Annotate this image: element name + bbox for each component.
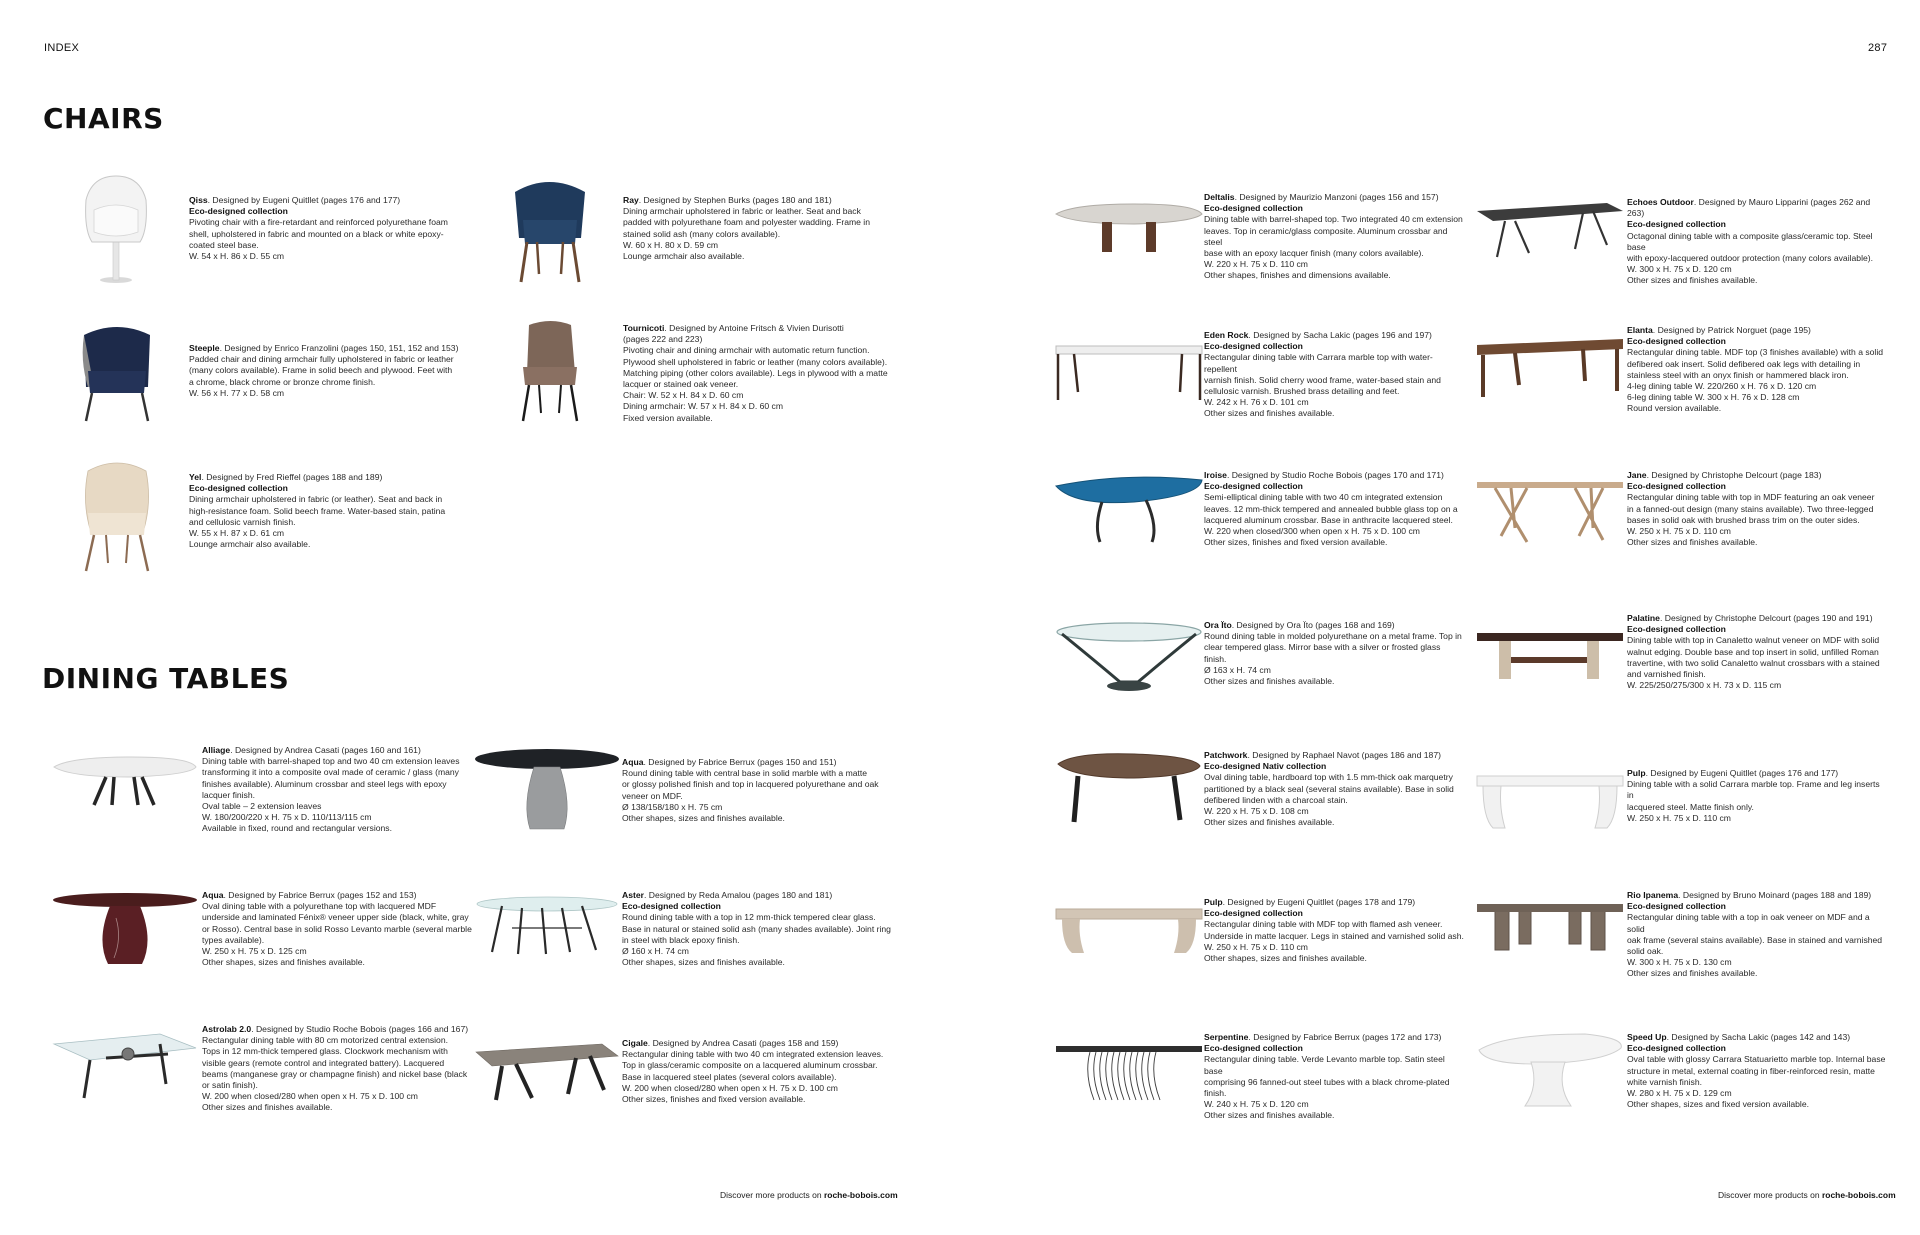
page-number: 287 — [1868, 42, 1888, 54]
desc-line: (many colors available). Frame in solid beech and plywood. Feet with — [189, 365, 453, 376]
desc-line: structure in metal, external coating in fiber-reinforced resin, matte — [1627, 1065, 1875, 1076]
desc-line: lacquered steel. Matte finish only. — [1627, 801, 1754, 812]
designer-credit: . Designed by Enrico Franzolini (pages 150, 151, 152 and 153) — [219, 343, 459, 353]
desc-line: base with an epoxy lacquer finish (many colors available). — [1204, 248, 1424, 259]
steeple-description — [189, 343, 489, 399]
product-name: Jane — [1627, 470, 1647, 480]
desc-line: padded with polyurethane foam and polyester wadding. Frame in — [623, 217, 870, 228]
eco-label: Eco-designed collection — [1627, 1043, 1726, 1054]
desc-line: Rectangular dining table with 80 cm motorized central extension. — [202, 1035, 449, 1046]
desc-line: Lounge armchair also available. — [623, 251, 745, 262]
product-entry-astrolab[interactable] — [50, 1024, 470, 1134]
deltalis-table-image — [1054, 192, 1204, 262]
desc-line: and cellulosic varnish finish. — [189, 516, 296, 527]
desc-line: Rectangular dining table. MDF top (3 finishes available) with a solid — [1627, 347, 1884, 358]
product-entry-iroise[interactable] — [1054, 470, 1474, 580]
product-entry-pulp-marble[interactable] — [1475, 768, 1895, 878]
desc-line: or satin finish). — [202, 1080, 258, 1091]
product-entry-elanta[interactable] — [1475, 325, 1895, 435]
designer-credit: . Designed by Fabrice Berrux (pages 152 and 153) — [223, 890, 417, 900]
desc-line: veneer on MDF. — [622, 790, 683, 801]
serpentine-description — [1204, 1032, 1464, 1122]
desc-line: W. 54 x H. 86 x D. 55 cm — [189, 251, 285, 262]
footer-left — [720, 1190, 898, 1200]
desc-line: W. 60 x H. 80 x D. 59 cm — [623, 239, 719, 250]
desc-line: Rectangular dining table with top in MDF featuring an oak veneer — [1627, 492, 1875, 503]
desc-line: Round dining table with central base in solid marble with a matte — [622, 768, 868, 779]
product-entry-ray[interactable] — [505, 170, 925, 280]
product-name: Aqua — [202, 890, 224, 900]
desc-line: W. 220 x H. 75 x D. 108 cm — [1204, 806, 1309, 817]
eco-label: Eco-designed collection — [189, 206, 288, 217]
aqua-oval-table-image — [50, 888, 200, 968]
desc-line: lacquer finish. — [202, 789, 256, 800]
elanta-description — [1627, 325, 1887, 415]
chairs-heading: CHAIRS — [43, 102, 164, 135]
footer-right — [1718, 1190, 1896, 1200]
footer-text: Discover more products on — [1718, 1190, 1820, 1200]
jane-description — [1627, 470, 1887, 548]
desc-line: varnish finish. Solid cherry wood frame, water-based stain and — [1204, 374, 1441, 385]
product-name: Cigale — [622, 1038, 648, 1048]
astrolab-table-image — [50, 1024, 200, 1104]
desc-line: Base in natural or stained solid ash (many shades available). Joint ring — [622, 923, 891, 934]
product-entry-rio-ipanema[interactable] — [1475, 888, 1895, 998]
desc-line: Dining table with barrel-shaped top. Two integrated 40 cm extension — [1204, 214, 1463, 225]
qiss-chair-image — [72, 170, 162, 285]
product-entry-jane[interactable] — [1475, 470, 1895, 580]
desc-line: Tops in 12 mm-thick tempered glass. Clockwork mechanism with — [202, 1046, 448, 1057]
designer-credit: . Designed by Patrick Norguet (page 195) — [1652, 325, 1811, 335]
product-name: Steeple — [189, 343, 220, 353]
aqua-round-description — [622, 757, 922, 824]
product-entry-qiss[interactable] — [72, 170, 492, 280]
eco-label: Eco-designed collection — [1627, 219, 1726, 230]
product-name: Pulp — [1627, 768, 1646, 778]
product-name: Serpentine — [1204, 1032, 1249, 1042]
desc-line: defibered oak insert. Solid defibered oak legs with detailing in — [1627, 358, 1861, 369]
desc-line: finishes available). Aluminum crossbar and steel legs with epoxy — [202, 778, 447, 789]
desc-line: Dining table with a solid Carrara marble top. Frame and leg inserts in — [1627, 779, 1880, 801]
designer-credit: . Designed by Ora Ïto (pages 168 and 169) — [1231, 620, 1395, 630]
desc-line: Dining armchair: W. 57 x H. 84 x D. 60 cm — [623, 401, 783, 412]
desc-line: Other sizes, finishes and fixed version available. — [1204, 537, 1388, 548]
desc-line: Other shapes, sizes and finishes available. — [622, 957, 785, 968]
rio-ipanema-table-image — [1475, 888, 1625, 958]
aqua-oval-description — [202, 890, 502, 968]
desc-line: Underside in matte lacquer. Legs in stained and varnished solid ash. — [1204, 930, 1464, 941]
designer-credit: . Designed by Fabrice Berrux (pages 172 and 173) — [1248, 1032, 1442, 1042]
desc-line: Oval table – 2 extension leaves — [202, 801, 322, 812]
designer-credit: . Designed by Antoine Fritsch & Vivien Durisotti — [664, 323, 844, 333]
desc-line: Rectangular dining table with Carrara marble top with water-repellent — [1204, 352, 1433, 374]
desc-line: Other sizes and finishes available. — [1627, 968, 1758, 979]
designer-credit: . Designed by Studio Roche Bobois (pages 170 and 171) — [1226, 470, 1444, 480]
desc-line: with epoxy-lacquered outdoor protection (many colors available). — [1627, 253, 1874, 264]
desc-line: Other sizes and finishes available. — [1204, 408, 1335, 419]
product-entry-aqua-round[interactable] — [472, 745, 892, 855]
product-entry-patchwork[interactable] — [1054, 750, 1474, 860]
desc-line: Dining armchair upholstered in fabric (or leather). Seat and back in — [189, 494, 443, 505]
deltalis-description — [1204, 192, 1464, 282]
desc-line: Chair: W. 52 x H. 84 x D. 60 cm — [623, 390, 744, 401]
iroise-description — [1204, 470, 1464, 548]
desc-line: partitioned by a black seal (several stains available). Base in solid — [1204, 783, 1454, 794]
desc-line: W. 200 when closed/280 when open x H. 75 x D. 100 cm — [622, 1082, 838, 1093]
eden-rock-table-image — [1054, 330, 1204, 410]
pulp-marble-table-image — [1475, 768, 1625, 838]
desc-line: Other sizes and finishes available. — [202, 1102, 333, 1113]
desc-line: travertine, with two solid Canaletto walnut crossbars with a stained — [1627, 657, 1880, 668]
desc-line: leaves. 12 mm-thick tempered and annealed bubble glass top on a — [1204, 503, 1458, 514]
iroise-table-image — [1054, 470, 1204, 550]
desc-line: Other shapes, sizes and finishes available. — [202, 957, 365, 968]
alliage-table-image — [50, 745, 200, 815]
desc-line: (pages 222 and 223) — [623, 334, 703, 345]
desc-line: bases in solid oak with brushed brass trim on the outer sides. — [1627, 514, 1860, 525]
tournicoti-description — [623, 323, 933, 424]
eco-label: Eco-designed collection — [1204, 203, 1303, 214]
rio-ipanema-description — [1627, 890, 1887, 980]
desc-line: Other shapes, sizes and finishes available. — [1204, 953, 1367, 964]
yel-chair-image — [72, 455, 162, 575]
eco-label: Eco-designed Nativ collection — [1204, 761, 1327, 772]
desc-line: comprising 96 fanned-out steel tubes with a black chrome-plated — [1204, 1076, 1450, 1087]
designer-credit: . Designed by Raphael Navot (pages 186 and 187) — [1247, 750, 1441, 760]
eden-rock-description — [1204, 330, 1464, 420]
desc-line: W. 200 when closed/280 when open x H. 75 x D. 100 cm — [202, 1091, 418, 1102]
ray-description — [623, 195, 923, 262]
desc-line: Rectangular dining table with a top in oak veneer on MDF and a solid — [1627, 912, 1870, 934]
desc-line: types available). — [202, 934, 265, 945]
aster-description — [622, 890, 922, 968]
product-entry-cigale[interactable] — [472, 1038, 892, 1148]
desc-line: Ø 160 x H. 74 cm — [622, 946, 689, 957]
designer-credit: . Designed by Sacha Lakic (pages 142 and 143) — [1666, 1032, 1851, 1042]
desc-line: Pivoting chair with a fire-retardant and reinforced polyurethane foam — [189, 217, 448, 228]
aster-table-image — [472, 888, 622, 958]
desc-line: Ø 163 x H. 74 cm — [1204, 664, 1271, 675]
desc-line: shell, upholstered in fabric and mounted on a black or white epoxy- — [189, 228, 444, 239]
eco-label: Eco-designed collection — [1204, 481, 1303, 492]
speed-up-description — [1627, 1032, 1887, 1110]
designer-credit: . Designed by Sacha Lakic (pages 196 and 197) — [1248, 330, 1432, 340]
product-name: Speed Up — [1627, 1032, 1667, 1042]
desc-line: Other shapes, sizes and fixed version available. — [1627, 1099, 1810, 1110]
eco-label: Eco-designed collection — [1627, 901, 1726, 912]
product-name: Patchwork — [1204, 750, 1248, 760]
desc-line: Padded chair and dining armchair fully upholstered in fabric or leather — [189, 354, 454, 365]
desc-line: Plywood shell upholstered in fabric or leather (many colors available). — [623, 356, 888, 367]
desc-line: Other sizes and finishes available. — [1627, 537, 1758, 548]
desc-line: W. 220 when closed/300 when open x H. 75 x D. 100 cm — [1204, 526, 1420, 537]
eco-label: Eco-designed collection — [1204, 1043, 1303, 1054]
desc-line: Dining table with top in Canaletto walnut veneer on MDF with solid — [1627, 635, 1880, 646]
product-entry-aqua-oval[interactable] — [50, 888, 470, 998]
desc-line: Oval dining table, hardboard top with 1.5 mm-thick oak marquetry — [1204, 772, 1453, 783]
product-entry-aster[interactable] — [472, 888, 892, 998]
desc-line: Available in fixed, round and rectangular versions. — [202, 823, 392, 834]
desc-line: walnut edging. Double base and top insert in solid, unfilled Roman — [1627, 646, 1879, 657]
desc-line: Matching piping (other colors available). Legs in plywood with a matte — [623, 367, 888, 378]
desc-line: W. 300 x H. 75 x D. 120 cm — [1627, 264, 1732, 275]
designer-credit: . Designed by Fred Rieffel (pages 188 and 189) — [201, 472, 383, 482]
desc-line: underside and laminated Fénix® veneer upper side (black, white, gray — [202, 912, 469, 923]
desc-line: W. 225/250/275/300 x H. 73 x D. 115 cm — [1627, 680, 1782, 691]
footer-link[interactable]: roche-bobois.com — [1821, 1190, 1896, 1200]
cigale-description — [622, 1038, 922, 1105]
product-name: Rio Ipanema — [1627, 890, 1679, 900]
desc-line: white varnish finish. — [1627, 1076, 1702, 1087]
desc-line: in a fanned-out design (many stains available). Two three-legged — [1627, 503, 1874, 514]
product-name: Qiss — [189, 195, 208, 205]
footer-text: Discover more products on — [720, 1190, 822, 1200]
pulp-ash-table-image — [1054, 895, 1204, 965]
product-entry-tournicoti[interactable] — [505, 315, 925, 425]
desc-line: clear tempered glass. Mirror base with a silver or frosted glass finish. — [1204, 642, 1441, 664]
desc-line: 4-leg dining table W. 220/260 x H. 76 x D. 120 cm — [1627, 381, 1817, 392]
desc-line: Other sizes and finishes available. — [1204, 676, 1335, 687]
product-entry-pulp-ash[interactable] — [1054, 895, 1474, 1005]
product-name: Tournicoti — [623, 323, 665, 333]
product-name: Eden Rock — [1204, 330, 1249, 340]
desc-line: Base in lacquered steel plates (several colors available). — [622, 1071, 837, 1082]
patchwork-table-image — [1054, 750, 1204, 830]
elanta-table-image — [1475, 325, 1625, 405]
ray-chair-image — [505, 170, 595, 285]
desc-line: leaves. Top in ceramic/glass composite. Aluminum crossbar and steel — [1204, 225, 1448, 247]
desc-line: or glossy polished finish and top in lacquered polyurethane and oak — [622, 779, 879, 790]
echoes-outdoor-description — [1627, 197, 1887, 287]
desc-line: Rectangular dining table with MDF top with flamed ash veneer. — [1204, 919, 1443, 930]
desc-line: or Rosso). Central base in solid Rosso Levanto marble (several marble — [202, 923, 472, 934]
product-entry-speed-up[interactable] — [1475, 1030, 1895, 1140]
product-name: Iroise — [1204, 470, 1227, 480]
eco-label: Eco-designed collection — [622, 901, 721, 912]
product-entry-echoes-outdoor[interactable] — [1475, 197, 1895, 307]
patchwork-description — [1204, 750, 1464, 828]
desc-line: Other sizes, finishes and fixed version available. — [622, 1094, 806, 1105]
desc-line: Top in glass/ceramic composite on a lacquered aluminum crossbar. — [622, 1060, 878, 1071]
desc-line: in steel with black epoxy finish. — [622, 934, 740, 945]
desc-line: W. 180/200/220 x H. 75 x D. 110/113/115 cm — [202, 812, 372, 823]
desc-line: W. 242 x H. 76 x D. 101 cm — [1204, 397, 1309, 408]
desc-line: W. 240 x H. 75 x D. 120 cm — [1204, 1099, 1309, 1110]
desc-line: Other sizes and finishes available. — [1204, 1110, 1335, 1121]
pulp-marble-description — [1627, 768, 1887, 824]
desc-line: cellulosic varnish. Brushed brass detailing and feet. — [1204, 386, 1400, 397]
desc-line: Octagonal dining table with a composite glass/ceramic top. Steel base — [1627, 230, 1873, 252]
designer-credit: . Designed by Eugeni Quitllet (pages 176 and 177) — [1645, 768, 1839, 778]
speed-up-table-image — [1475, 1030, 1625, 1110]
designer-credit: . Designed by Reda Amalou (pages 180 and 181) — [643, 890, 833, 900]
ora-ito-table-image — [1054, 620, 1204, 700]
desc-line: high-resistance foam. Solid beech frame. Water-based stain, patina — [189, 505, 446, 516]
product-entry-eden-rock[interactable] — [1054, 330, 1474, 440]
designer-credit: . Designed by Mauro Lipparini (pages 262 and 263) — [1627, 197, 1871, 219]
desc-line: W. 300 x H. 75 x D. 130 cm — [1627, 957, 1732, 968]
desc-line: lacquer or stained oak veneer. — [623, 379, 739, 390]
designer-credit: . Designed by Eugeni Quitllet (pages 178 and 179) — [1222, 897, 1416, 907]
desc-line: W. 250 x H. 75 x D. 125 cm — [202, 946, 307, 957]
product-name: Deltalis — [1204, 192, 1235, 202]
echoes-outdoor-table-image — [1475, 197, 1625, 267]
product-entry-deltalis[interactable] — [1054, 192, 1474, 302]
steeple-chair-image — [72, 315, 162, 425]
desc-line: W. 250 x H. 75 x D. 110 cm — [1627, 812, 1731, 823]
desc-line: stained solid ash (many colors available). — [623, 228, 781, 239]
desc-line: Round version available. — [1627, 403, 1722, 414]
product-name: Echoes Outdoor — [1627, 197, 1694, 207]
product-name: Aster — [622, 890, 644, 900]
desc-line: Round dining table with a top in 12 mm-thick tempered clear glass. — [622, 912, 876, 923]
desc-line: Ø 138/158/180 x H. 75 cm — [622, 801, 723, 812]
desc-line: Rectangular dining table. Verde Levanto marble top. Satin steel base — [1204, 1054, 1445, 1076]
desc-line: W. 56 x H. 77 x D. 58 cm — [189, 387, 285, 398]
product-entry-steeple[interactable] — [72, 315, 492, 425]
desc-line: transforming it into a composite oval made of ceramic / glass (many — [202, 767, 459, 778]
product-name: Aqua — [622, 757, 644, 767]
eco-label: Eco-designed collection — [1204, 341, 1303, 352]
product-name: Palatine — [1627, 613, 1660, 623]
desc-line: Other shapes, finishes and dimensions available. — [1204, 270, 1391, 281]
desc-line: oak frame (several stains available). Base in stained and varnished — [1627, 934, 1883, 945]
desc-line: Other sizes and finishes available. — [1627, 275, 1758, 286]
desc-line: W. 55 x H. 87 x D. 61 cm — [189, 528, 285, 539]
desc-line: Lounge armchair also available. — [189, 539, 311, 550]
designer-credit: . Designed by Studio Roche Bobois (pages 166 and 167) — [251, 1024, 469, 1034]
palatine-table-image — [1475, 613, 1625, 693]
designer-credit: . Designed by Christophe Delcourt (pages 190 and 191) — [1659, 613, 1873, 623]
desc-line: beams (manganese gray or champagne finish) and nickel base (black — [202, 1068, 468, 1079]
product-name: Yel — [189, 472, 202, 482]
product-name: Astrolab 2.0 — [202, 1024, 252, 1034]
desc-line: Rectangular dining table with two 40 cm integrated extension leaves. — [622, 1049, 884, 1060]
product-name: Elanta — [1627, 325, 1653, 335]
tournicoti-chair-image — [505, 315, 595, 425]
ora-ito-description — [1204, 620, 1464, 687]
designer-credit: . Designed by Andrea Casati (pages 160 and 161) — [230, 745, 421, 755]
desc-line: defibered linden with a charcoal stain. — [1204, 794, 1348, 805]
dining-tables-heading: DINING TABLES — [42, 662, 290, 695]
desc-line: lacquered aluminum crossbar. Base in anthracite lacquered steel. — [1204, 514, 1453, 525]
product-name: Ray — [623, 195, 639, 205]
qiss-description — [189, 195, 489, 262]
designer-credit: . Designed by Bruno Moinard (pages 188 and 189) — [1678, 890, 1872, 900]
eco-label: Eco-designed collection — [1627, 481, 1726, 492]
desc-line: Other sizes and finishes available. — [1204, 817, 1335, 828]
eco-label: Eco-designed collection — [1627, 336, 1726, 347]
designer-credit: . Designed by Stephen Burks (pages 180 and 181) — [638, 195, 832, 205]
aqua-round-table-image — [472, 745, 622, 835]
product-entry-ora-ito[interactable] — [1054, 620, 1474, 730]
desc-line: a chrome, black chrome or bronze chrome finish. — [189, 376, 376, 387]
cigale-table-image — [472, 1038, 622, 1108]
desc-line: visible gears (remote control and integrated battery). Lacquered — [202, 1057, 445, 1068]
desc-line: W. 280 x H. 75 x D. 129 cm — [1627, 1088, 1732, 1099]
product-name: Ora Ïto — [1204, 620, 1232, 630]
desc-line: Dining table with barrel-shaped top and two 40 cm extension leaves — [202, 756, 460, 767]
desc-line: Fixed version available. — [623, 412, 713, 423]
designer-credit: . Designed by Andrea Casati (pages 158 and 159) — [647, 1038, 839, 1048]
desc-line: finish. — [1204, 1088, 1227, 1099]
desc-line: Pivoting chair and dining armchair with automatic return function. — [623, 345, 870, 356]
desc-line: Oval table with glossy Carrara Statuarietto marble top. Internal base — [1627, 1054, 1886, 1065]
desc-line: solid oak. — [1627, 946, 1664, 957]
eco-label: Eco-designed collection — [189, 483, 288, 494]
eco-label: Eco-designed collection — [1204, 908, 1303, 919]
eco-label: Eco-designed collection — [1627, 624, 1726, 635]
designer-credit: . Designed by Maurizio Manzoni (pages 156 and 157) — [1234, 192, 1439, 202]
index-label: INDEX — [44, 42, 80, 54]
yel-description — [189, 472, 489, 550]
desc-line: W. 220 x H. 75 x D. 110 cm — [1204, 259, 1308, 270]
desc-line: 6-leg dining table W. 300 x H. 76 x D. 128 cm — [1627, 392, 1800, 403]
product-entry-palatine[interactable] — [1475, 613, 1895, 723]
desc-line: stainless steel with an onyx finish or hammered black iron. — [1627, 369, 1849, 380]
desc-line: Oval dining table with a polyurethane top with lacquered MDF — [202, 901, 437, 912]
product-entry-alliage[interactable] — [50, 745, 470, 855]
designer-credit: . Designed by Eugeni Quitllet (pages 176 and 177) — [207, 195, 401, 205]
product-name: Pulp — [1204, 897, 1223, 907]
designer-credit: . Designed by Fabrice Berrux (pages 150 and 151) — [643, 757, 837, 767]
desc-line: W. 250 x H. 75 x D. 110 cm — [1204, 941, 1308, 952]
product-name: Alliage — [202, 745, 231, 755]
alliage-description — [202, 745, 502, 835]
desc-line: coated steel base. — [189, 239, 259, 250]
designer-credit: . Designed by Christophe Delcourt (page 183) — [1646, 470, 1822, 480]
desc-line: Other shapes, sizes and finishes available. — [622, 813, 785, 824]
desc-line: W. 250 x H. 75 x D. 110 cm — [1627, 526, 1731, 537]
pulp-ash-description — [1204, 897, 1464, 964]
serpentine-table-image — [1054, 1030, 1204, 1105]
palatine-description — [1627, 613, 1887, 691]
footer-link[interactable]: roche-bobois.com — [823, 1190, 898, 1200]
desc-line: Semi-elliptical dining table with two 40 cm integrated extension — [1204, 492, 1443, 503]
desc-line: Round dining table in molded polyurethane on a metal frame. Top in — [1204, 631, 1462, 642]
astrolab-description — [202, 1024, 502, 1114]
jane-table-image — [1475, 470, 1625, 550]
desc-line: and varnished finish. — [1627, 669, 1706, 680]
product-entry-yel[interactable] — [72, 455, 492, 565]
product-entry-serpentine[interactable] — [1054, 1030, 1474, 1140]
desc-line: Dining armchair upholstered in fabric or leather. Seat and back — [623, 206, 861, 217]
